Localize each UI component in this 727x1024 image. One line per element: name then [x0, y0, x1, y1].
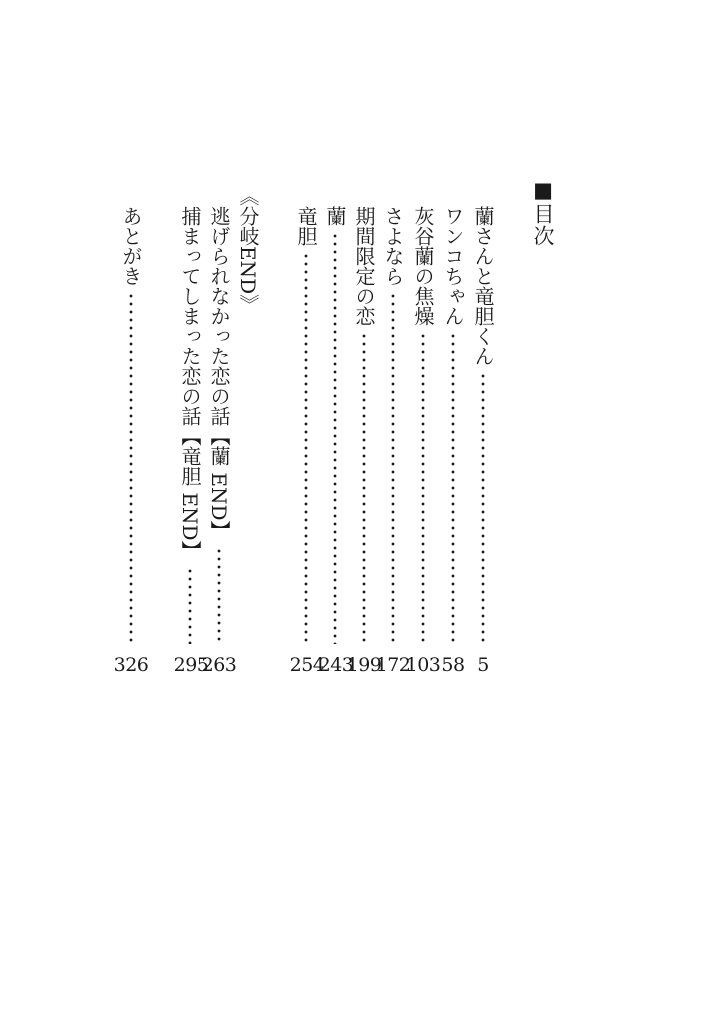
toc-section-branch-end: [233, 186, 263, 326]
toc-entry-page: 254: [289, 654, 325, 676]
leader-dots: [408, 332, 438, 644]
toc-entry-6[interactable]: [320, 206, 350, 644]
toc-entry-title: 逃げられなかった恋の話【蘭 END】: [207, 206, 231, 541]
toc-entry-page: 58: [441, 654, 465, 676]
toc-section-title: 《分岐END》: [236, 186, 260, 315]
toc-entry-1[interactable]: [468, 206, 498, 644]
toc-entry-page: 263: [201, 654, 237, 676]
toc-entry-title: ワンコちゃん: [441, 206, 465, 326]
toc-entry-5[interactable]: [349, 206, 379, 644]
toc-entry-3[interactable]: [408, 206, 438, 644]
leader-dots: [175, 567, 205, 645]
toc-entry-9[interactable]: [204, 206, 234, 644]
leader-dots: [204, 547, 234, 645]
toc-entry-page: 172: [375, 654, 411, 676]
leader-dots: [468, 372, 498, 644]
toc-entry-page: 295: [173, 654, 209, 676]
toc-entry-title: さよなら: [381, 206, 405, 286]
leader-dots: [378, 292, 408, 644]
toc-entry-title: 期間限定の恋: [352, 206, 376, 326]
toc-entry-title: 竜胆: [294, 206, 318, 246]
toc-entry-7[interactable]: [291, 206, 321, 644]
leader-dots: [320, 232, 350, 644]
toc-entry-page: 326: [113, 654, 149, 676]
toc-entry-10[interactable]: [175, 206, 205, 644]
toc-entry-title: 蘭さんと竜胆くん: [471, 206, 495, 366]
toc-entry-title: 蘭: [323, 206, 347, 226]
toc-entry-2[interactable]: [438, 206, 468, 644]
toc-entry-title: あとがき: [119, 206, 143, 286]
toc-heading: ■目次: [531, 178, 555, 247]
leader-dots: [438, 332, 468, 644]
toc-entry-title: 捕まってしまった恋の話【竜胆 END】: [178, 206, 202, 561]
leader-dots: [291, 252, 321, 644]
toc-entry-4[interactable]: [378, 206, 408, 644]
toc-entry-page: 199: [346, 654, 382, 676]
leader-dots: [116, 292, 146, 644]
leader-dots: [349, 332, 379, 644]
toc-entry-page: 103: [405, 654, 441, 676]
toc-entry-page: 5: [477, 654, 489, 676]
toc-entry-title: 灰谷蘭の焦燥: [411, 206, 435, 326]
toc-entry-11[interactable]: [116, 206, 146, 644]
toc-entry-page: 243: [318, 654, 354, 676]
